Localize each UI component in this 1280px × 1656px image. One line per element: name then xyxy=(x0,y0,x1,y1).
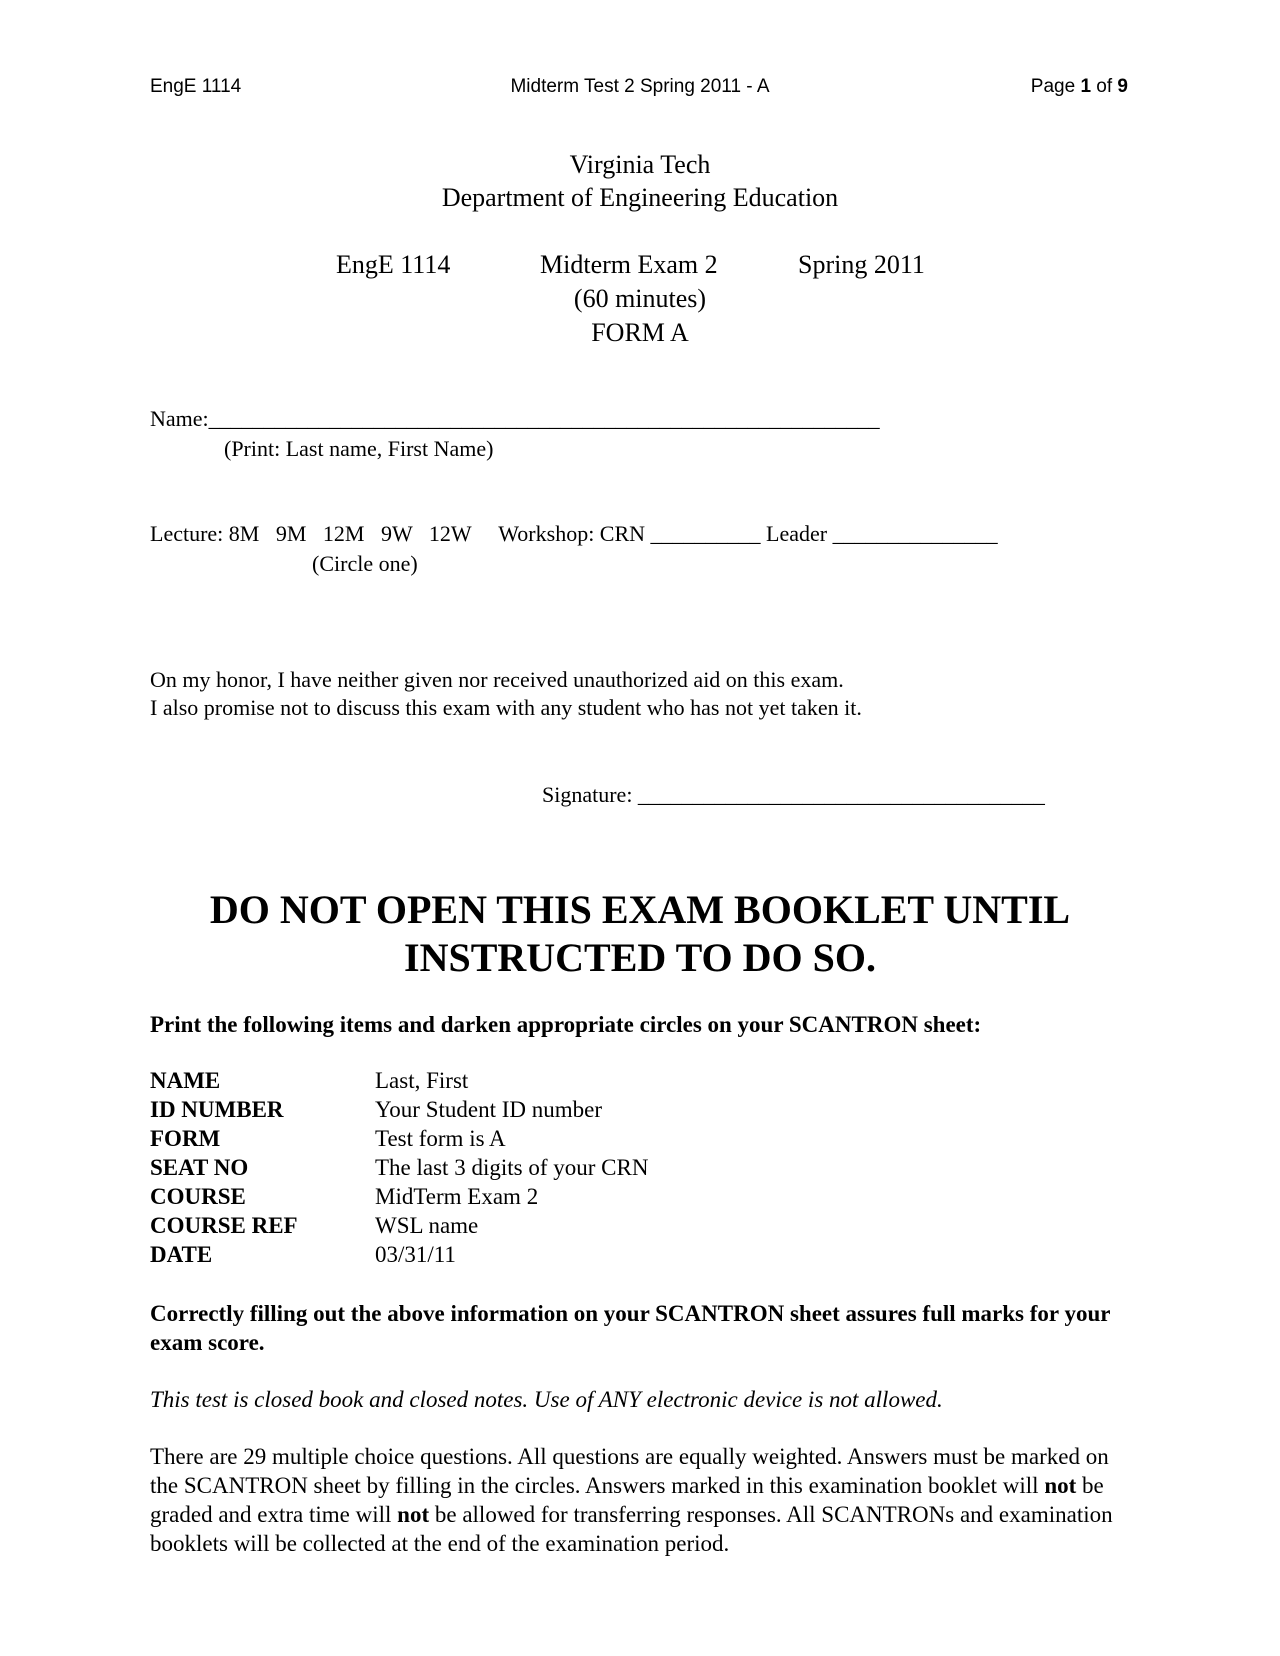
scantron-item: COURSE MidTerm Exam 2 xyxy=(150,1184,539,1209)
lecture-workshop-line: Lecture: 8M 9M 12M 9W 12W Workshop: CRN __________ Leader _______________ xyxy=(150,521,998,546)
scantron-item: ID NUMBER Your Student ID number xyxy=(150,1097,603,1122)
warning-line2: INSTRUCTED TO DO SO. xyxy=(404,935,876,980)
header-course: EngE 1114 xyxy=(150,76,242,97)
instructions-heading: Print the following items and darken appropriate circles on your SCANTRON sheet: xyxy=(150,1012,982,1037)
scantron-item: NAME Last, First xyxy=(150,1068,469,1093)
name-field-hint: (Print: Last name, First Name) xyxy=(224,436,494,461)
header-page-number: Page 1 of 9 xyxy=(1030,76,1128,97)
honor-pledge-line1: On my honor, I have neither given nor received unauthorized aid on this exam. xyxy=(150,667,844,692)
exam-name: Midterm Exam 2 xyxy=(540,250,718,279)
scantron-item: SEAT NO The last 3 digits of your CRN xyxy=(150,1155,649,1180)
closed-book-note: This test is closed book and closed notes. Use of ANY electronic device is not allowed. xyxy=(150,1387,943,1412)
signature-line: Signature: _____________________________________ xyxy=(542,782,1045,807)
header-title: Midterm Test 2 Spring 2011 - A xyxy=(510,76,770,97)
exam-course: EngE 1114 xyxy=(336,250,451,279)
exam-rules: There are 29 multiple choice questions. All questions are equally weighted. Answers must be marked on the SCANTRON sheet by filling in the circles. Answers marked in this examination booklet will not be graded and extra time will not be allowed for transferring responses. All SCANTRONs and examination booklets will be collected at the end of the examination period. xyxy=(150,1444,1113,1556)
scantron-item: COURSE REF WSL name xyxy=(150,1213,479,1238)
name-field-label: Name:_____________________________________________________________ xyxy=(150,406,880,431)
exam-form: FORM A xyxy=(591,318,689,347)
department-name: Department of Engineering Education xyxy=(441,183,839,212)
scantron-item: FORM Test form is A xyxy=(150,1126,506,1151)
exam-term: Spring 2011 xyxy=(798,250,925,279)
scantron-item: DATE 03/31/11 xyxy=(150,1242,456,1267)
honor-pledge-line2: I also promise not to discuss this exam with any student who has not yet taken it. xyxy=(150,695,862,720)
warning-line1: DO NOT OPEN THIS EXAM BOOKLET UNTIL xyxy=(209,887,1071,932)
assurance-note: Correctly filling out the above information on your SCANTRON sheet assures full marks for your exam score. xyxy=(150,1301,1111,1355)
institution-name: Virginia Tech xyxy=(569,150,711,179)
lecture-circle-hint: (Circle one) xyxy=(312,551,418,576)
exam-duration: (60 minutes) xyxy=(573,284,707,313)
